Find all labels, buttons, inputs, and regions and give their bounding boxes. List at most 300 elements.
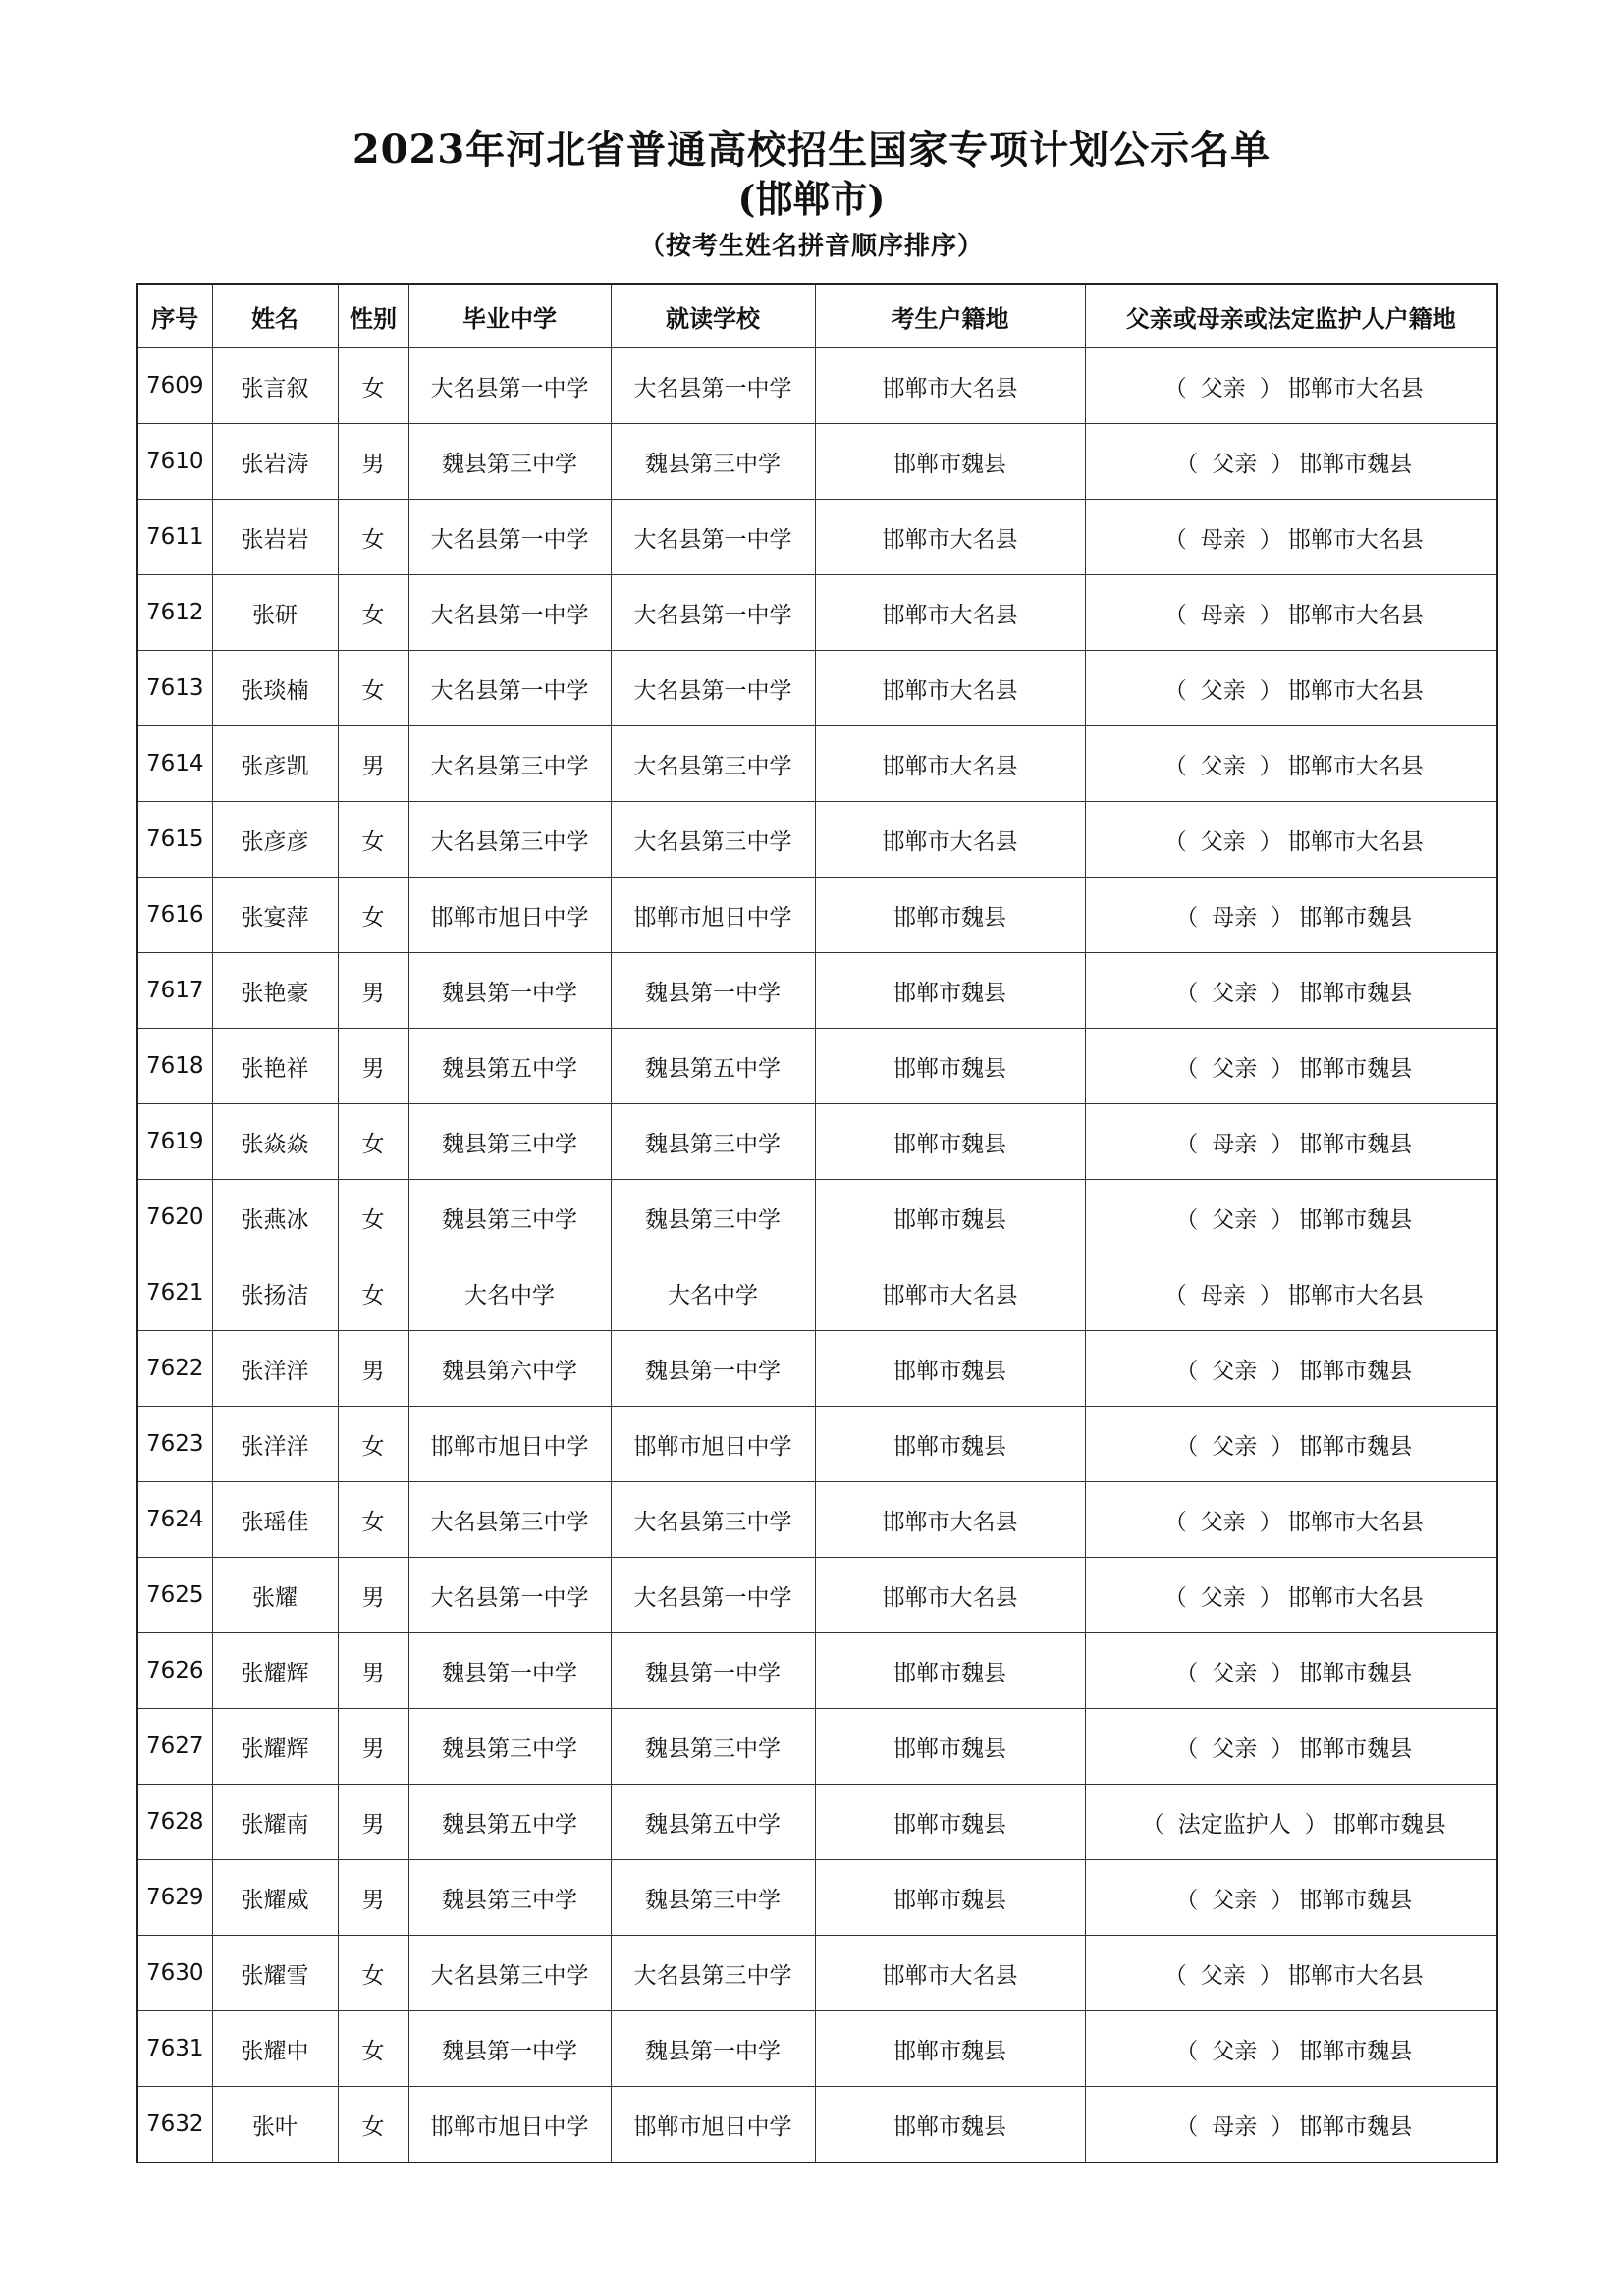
- cell-study-school: 魏县第一中学: [611, 953, 815, 1029]
- cell-name: 张洋洋: [212, 1407, 338, 1482]
- cell-name: 张耀南: [212, 1785, 338, 1860]
- open-paren: （: [1175, 1358, 1199, 1384]
- cell-grad-school: 魏县第三中学: [408, 424, 611, 500]
- guardian-place: 邯郸市大名县: [1287, 677, 1424, 704]
- cell-gender: 女: [338, 1936, 408, 2011]
- cell-name: 张艳豪: [212, 953, 338, 1029]
- close-paren: ）: [1271, 2038, 1294, 2064]
- open-paren: （: [1175, 1660, 1199, 1686]
- table-row: [137, 1709, 1497, 1785]
- guardian-relation: 父亲: [1200, 1584, 1246, 1611]
- cell-seq: 7612: [137, 575, 212, 651]
- guardian-relation: 父亲: [1212, 1887, 1258, 1913]
- guardian-entry: [1159, 1504, 1424, 1536]
- guardian-place: 邯郸市魏县: [1299, 2038, 1413, 2064]
- open-paren: （: [1163, 375, 1187, 401]
- guardian-entry: [1159, 521, 1424, 554]
- guardian-place: 邯郸市魏县: [1299, 1887, 1413, 1913]
- close-paren: ）: [1304, 1811, 1327, 1838]
- guardian-entry: [1169, 1428, 1412, 1461]
- guardian-place: 邯郸市大名县: [1287, 1509, 1424, 1535]
- table-row: [137, 1785, 1497, 1860]
- cell-hukou: 邯郸市大名县: [815, 1936, 1085, 2011]
- cell-hukou: 邯郸市魏县: [815, 1407, 1085, 1482]
- cell-hukou: 邯郸市魏县: [815, 953, 1085, 1029]
- cell-grad-school: 魏县第六中学: [408, 1331, 611, 1407]
- header-name: 姓名: [212, 284, 338, 348]
- cell-hukou: 邯郸市魏县: [815, 1709, 1085, 1785]
- table-row: [137, 1936, 1497, 2011]
- cell-study-school: 大名中学: [611, 1255, 815, 1331]
- cell-guardian-hukou: [1085, 1180, 1497, 1255]
- table-row: [137, 1633, 1497, 1709]
- cell-study-school: 魏县第三中学: [611, 1104, 815, 1180]
- cell-hukou: 邯郸市魏县: [815, 424, 1085, 500]
- cell-gender: 男: [338, 953, 408, 1029]
- guardian-relation: 母亲: [1200, 602, 1246, 628]
- guardian-place: 邯郸市魏县: [1299, 1206, 1413, 1233]
- header-hukou: 考生户籍地: [815, 284, 1085, 348]
- cell-guardian-hukou: [1085, 1709, 1497, 1785]
- cell-hukou: 邯郸市魏县: [815, 1180, 1085, 1255]
- guardian-place: 邯郸市魏县: [1299, 2113, 1413, 2140]
- cell-grad-school: 大名县第三中学: [408, 802, 611, 878]
- cell-hukou: 邯郸市魏县: [815, 1785, 1085, 1860]
- cell-hukou: 邯郸市魏县: [815, 1029, 1085, 1104]
- guardian-relation: 父亲: [1212, 1735, 1258, 1762]
- cell-gender: 男: [338, 1633, 408, 1709]
- guardian-entry: [1169, 1655, 1412, 1687]
- guardian-entry: [1169, 1126, 1412, 1158]
- cell-study-school: 邯郸市旭日中学: [611, 878, 815, 953]
- cell-study-school: 大名县第三中学: [611, 1482, 815, 1558]
- table-row: [137, 726, 1497, 802]
- cell-grad-school: 魏县第三中学: [408, 1860, 611, 1936]
- cell-grad-school: 邯郸市旭日中学: [408, 878, 611, 953]
- cell-name: 张宴萍: [212, 878, 338, 953]
- guardian-place: 邯郸市魏县: [1332, 1811, 1446, 1838]
- cell-hukou: 邯郸市魏县: [815, 1633, 1085, 1709]
- table-row: [137, 1029, 1497, 1104]
- header-gender: 性别: [338, 284, 408, 348]
- cell-name: 张瑶佳: [212, 1482, 338, 1558]
- cell-name: 张彦凯: [212, 726, 338, 802]
- cell-guardian-hukou: [1085, 2011, 1497, 2087]
- cell-seq: 7611: [137, 500, 212, 575]
- cell-name: 张艳祥: [212, 1029, 338, 1104]
- open-paren: （: [1175, 451, 1199, 477]
- guardian-entry: [1169, 1050, 1412, 1083]
- cell-seq: 7629: [137, 1860, 212, 1936]
- cell-gender: 女: [338, 348, 408, 424]
- roster-table: [136, 283, 1498, 2163]
- cell-hukou: 邯郸市魏县: [815, 1104, 1085, 1180]
- guardian-place: 邯郸市魏县: [1299, 1660, 1413, 1686]
- open-paren: （: [1163, 1282, 1187, 1308]
- cell-gender: 女: [338, 2011, 408, 2087]
- table-row: [137, 651, 1497, 726]
- guardian-relation: 父亲: [1212, 451, 1258, 477]
- cell-seq: 7631: [137, 2011, 212, 2087]
- table-row: [137, 500, 1497, 575]
- table-row: [137, 802, 1497, 878]
- cell-guardian-hukou: [1085, 1785, 1497, 1860]
- cell-gender: 男: [338, 726, 408, 802]
- cell-study-school: 大名县第一中学: [611, 1558, 815, 1633]
- table-row: [137, 424, 1497, 500]
- close-paren: ）: [1259, 1962, 1282, 1989]
- cell-guardian-hukou: [1085, 1482, 1497, 1558]
- cell-seq: 7630: [137, 1936, 212, 2011]
- cell-grad-school: 魏县第三中学: [408, 1180, 611, 1255]
- cell-hukou: 邯郸市魏县: [815, 1331, 1085, 1407]
- cell-seq: 7624: [137, 1482, 212, 1558]
- table-row: [137, 2087, 1497, 2163]
- cell-name: 张耀中: [212, 2011, 338, 2087]
- guardian-entry: [1169, 1353, 1412, 1385]
- header-guardian-hukou: 父亲或母亲或法定监护人户籍地: [1085, 284, 1497, 348]
- cell-name: 张耀辉: [212, 1633, 338, 1709]
- cell-seq: 7632: [137, 2087, 212, 2163]
- cell-seq: 7617: [137, 953, 212, 1029]
- guardian-relation: 母亲: [1212, 2113, 1258, 2140]
- cell-guardian-hukou: [1085, 878, 1497, 953]
- cell-guardian-hukou: [1085, 424, 1497, 500]
- cell-guardian-hukou: [1085, 500, 1497, 575]
- guardian-entry: [1136, 1806, 1446, 1839]
- close-paren: ）: [1271, 1887, 1294, 1913]
- cell-guardian-hukou: [1085, 1331, 1497, 1407]
- cell-gender: 女: [338, 1180, 408, 1255]
- cell-name: 张研: [212, 575, 338, 651]
- header-study-school: 就读学校: [611, 284, 815, 348]
- guardian-relation: 父亲: [1212, 1206, 1258, 1233]
- open-paren: （: [1163, 677, 1187, 704]
- cell-study-school: 大名县第三中学: [611, 1936, 815, 2011]
- guardian-entry: [1159, 824, 1424, 856]
- open-paren: （: [1175, 1131, 1199, 1157]
- cell-name: 张岩岩: [212, 500, 338, 575]
- cell-guardian-hukou: [1085, 1936, 1497, 2011]
- table-row: [137, 575, 1497, 651]
- table-row: [137, 953, 1497, 1029]
- cell-hukou: 邯郸市大名县: [815, 1558, 1085, 1633]
- cell-hukou: 邯郸市大名县: [815, 726, 1085, 802]
- cell-name: 张耀: [212, 1558, 338, 1633]
- cell-study-school: 魏县第三中学: [611, 1709, 815, 1785]
- cell-gender: 女: [338, 500, 408, 575]
- close-paren: ）: [1271, 1358, 1294, 1384]
- cell-seq: 7619: [137, 1104, 212, 1180]
- cell-grad-school: 魏县第五中学: [408, 1029, 611, 1104]
- guardian-place: 邯郸市魏县: [1299, 980, 1413, 1006]
- cell-grad-school: 大名县第三中学: [408, 726, 611, 802]
- close-paren: ）: [1259, 1584, 1282, 1611]
- cell-grad-school: 魏县第五中学: [408, 1785, 611, 1860]
- cell-name: 张耀威: [212, 1860, 338, 1936]
- cell-gender: 女: [338, 1104, 408, 1180]
- guardian-relation: 父亲: [1200, 375, 1246, 401]
- cell-name: 张岩涛: [212, 424, 338, 500]
- cell-gender: 女: [338, 802, 408, 878]
- cell-study-school: 大名县第一中学: [611, 348, 815, 424]
- cell-gender: 男: [338, 1558, 408, 1633]
- cell-study-school: 魏县第一中学: [611, 2011, 815, 2087]
- table-row: [137, 1407, 1497, 1482]
- cell-seq: 7627: [137, 1709, 212, 1785]
- cell-seq: 7618: [137, 1029, 212, 1104]
- cell-grad-school: 邯郸市旭日中学: [408, 1407, 611, 1482]
- cell-gender: 女: [338, 1407, 408, 1482]
- cell-grad-school: 魏县第一中学: [408, 953, 611, 1029]
- cell-hukou: 邯郸市大名县: [815, 1255, 1085, 1331]
- guardian-place: 邯郸市魏县: [1299, 1055, 1413, 1082]
- city-subtitle: (邯郸市): [737, 177, 886, 221]
- close-paren: ）: [1271, 1735, 1294, 1762]
- guardian-relation: 父亲: [1200, 828, 1246, 855]
- open-paren: （: [1175, 904, 1199, 931]
- guardian-place: 邯郸市魏县: [1299, 1735, 1413, 1762]
- table-row: [137, 1331, 1497, 1407]
- cell-name: 张言叙: [212, 348, 338, 424]
- guardian-relation: 母亲: [1200, 526, 1246, 553]
- guardian-relation: 父亲: [1212, 1358, 1258, 1384]
- close-paren: ）: [1259, 1282, 1282, 1308]
- sort-note: （按考生姓名拼音顺序排序）: [638, 232, 984, 261]
- open-paren: （: [1175, 1735, 1199, 1762]
- guardian-place: 邯郸市大名县: [1287, 375, 1424, 401]
- guardian-place: 邯郸市魏县: [1299, 1433, 1413, 1460]
- open-paren: （: [1163, 753, 1187, 779]
- cell-study-school: 大名县第一中学: [611, 575, 815, 651]
- cell-seq: 7622: [137, 1331, 212, 1407]
- cell-study-school: 魏县第一中学: [611, 1331, 815, 1407]
- cell-gender: 男: [338, 1331, 408, 1407]
- guardian-relation: 父亲: [1212, 2038, 1258, 2064]
- guardian-entry: [1169, 975, 1412, 1007]
- cell-name: 张彦彦: [212, 802, 338, 878]
- cell-guardian-hukou: [1085, 348, 1497, 424]
- cell-name: 张琰楠: [212, 651, 338, 726]
- cell-gender: 女: [338, 878, 408, 953]
- cell-guardian-hukou: [1085, 802, 1497, 878]
- guardian-entry: [1169, 1731, 1412, 1763]
- close-paren: ）: [1271, 1131, 1294, 1157]
- cell-seq: 7613: [137, 651, 212, 726]
- cell-hukou: 邯郸市魏县: [815, 1860, 1085, 1936]
- guardian-entry: [1169, 899, 1412, 932]
- header-seq: 序号: [137, 284, 212, 348]
- cell-grad-school: 魏县第三中学: [408, 1104, 611, 1180]
- guardian-place: 邯郸市魏县: [1299, 1358, 1413, 1384]
- table-row: [137, 1104, 1497, 1180]
- cell-grad-school: 魏县第三中学: [408, 1709, 611, 1785]
- guardian-place: 邯郸市大名县: [1287, 602, 1424, 628]
- cell-grad-school: 魏县第一中学: [408, 1633, 611, 1709]
- cell-name: 张叶: [212, 2087, 338, 2163]
- cell-study-school: 魏县第三中学: [611, 424, 815, 500]
- guardian-entry: [1159, 748, 1424, 780]
- cell-seq: 7621: [137, 1255, 212, 1331]
- table-row: [137, 2011, 1497, 2087]
- cell-guardian-hukou: [1085, 726, 1497, 802]
- cell-study-school: 魏县第五中学: [611, 1029, 815, 1104]
- open-paren: （: [1175, 1055, 1199, 1082]
- table-row: [137, 1255, 1497, 1331]
- cell-gender: 女: [338, 1255, 408, 1331]
- guardian-entry: [1169, 1882, 1412, 1914]
- close-paren: ）: [1259, 828, 1282, 855]
- open-paren: （: [1175, 1433, 1199, 1460]
- cell-study-school: 魏县第三中学: [611, 1180, 815, 1255]
- cell-hukou: 邯郸市大名县: [815, 348, 1085, 424]
- cell-guardian-hukou: [1085, 1633, 1497, 1709]
- cell-study-school: 邯郸市旭日中学: [611, 2087, 815, 2163]
- cell-guardian-hukou: [1085, 1029, 1497, 1104]
- guardian-relation: 法定监护人: [1177, 1811, 1291, 1838]
- close-paren: ）: [1259, 1509, 1282, 1535]
- cell-seq: 7616: [137, 878, 212, 953]
- cell-hukou: 邯郸市大名县: [815, 575, 1085, 651]
- table-row: [137, 348, 1497, 424]
- cell-hukou: 邯郸市大名县: [815, 1482, 1085, 1558]
- page-title: 2023年河北省普通高校招生国家专项计划公示名单: [352, 127, 1271, 173]
- close-paren: ）: [1259, 526, 1282, 553]
- cell-grad-school: 大名中学: [408, 1255, 611, 1331]
- open-paren: （: [1163, 1509, 1187, 1535]
- cell-gender: 女: [338, 651, 408, 726]
- guardian-place: 邯郸市大名县: [1287, 1282, 1424, 1308]
- open-paren: （: [1163, 828, 1187, 855]
- open-paren: （: [1163, 602, 1187, 628]
- open-paren: （: [1175, 2113, 1199, 2140]
- table-row: [137, 1860, 1497, 1936]
- cell-grad-school: 大名县第一中学: [408, 500, 611, 575]
- cell-name: 张洋洋: [212, 1331, 338, 1407]
- open-paren: （: [1175, 2038, 1199, 2064]
- table-row: [137, 1558, 1497, 1633]
- guardian-place: 邯郸市大名县: [1287, 753, 1424, 779]
- cell-grad-school: 大名县第三中学: [408, 1482, 611, 1558]
- cell-seq: 7610: [137, 424, 212, 500]
- cell-study-school: 大名县第三中学: [611, 802, 815, 878]
- cell-study-school: 大名县第一中学: [611, 651, 815, 726]
- open-paren: （: [1163, 1584, 1187, 1611]
- cell-grad-school: 魏县第一中学: [408, 2011, 611, 2087]
- cell-gender: 男: [338, 1860, 408, 1936]
- cell-hukou: 邯郸市大名县: [815, 802, 1085, 878]
- guardian-place: 邯郸市大名县: [1287, 828, 1424, 855]
- guardian-relation: 母亲: [1200, 1282, 1246, 1308]
- cell-seq: 7615: [137, 802, 212, 878]
- table-header-row: [137, 284, 1497, 348]
- close-paren: ）: [1271, 1055, 1294, 1082]
- cell-guardian-hukou: [1085, 953, 1497, 1029]
- open-paren: （: [1175, 1887, 1199, 1913]
- close-paren: ）: [1271, 451, 1294, 477]
- header-grad-school: 毕业中学: [408, 284, 611, 348]
- table-row: [137, 1180, 1497, 1255]
- cell-seq: 7620: [137, 1180, 212, 1255]
- cell-study-school: 魏县第三中学: [611, 1860, 815, 1936]
- guardian-place: 邯郸市大名县: [1287, 1584, 1424, 1611]
- guardian-relation: 父亲: [1212, 1660, 1258, 1686]
- close-paren: ）: [1259, 677, 1282, 704]
- cell-guardian-hukou: [1085, 1860, 1497, 1936]
- cell-study-school: 大名县第一中学: [611, 500, 815, 575]
- open-paren: （: [1163, 1962, 1187, 1989]
- cell-name: 张耀雪: [212, 1936, 338, 2011]
- cell-gender: 女: [338, 575, 408, 651]
- close-paren: ）: [1259, 375, 1282, 401]
- guardian-relation: 父亲: [1212, 1055, 1258, 1082]
- close-paren: ）: [1271, 1433, 1294, 1460]
- guardian-relation: 父亲: [1200, 677, 1246, 704]
- guardian-entry: [1169, 446, 1412, 478]
- guardian-entry: [1169, 1201, 1412, 1234]
- roster-body: [137, 348, 1497, 2163]
- cell-guardian-hukou: [1085, 651, 1497, 726]
- cell-guardian-hukou: [1085, 575, 1497, 651]
- guardian-entry: [1159, 370, 1424, 402]
- guardian-relation: 父亲: [1200, 1509, 1246, 1535]
- guardian-entry: [1159, 1277, 1424, 1309]
- cell-gender: 男: [338, 1709, 408, 1785]
- cell-grad-school: 大名县第一中学: [408, 575, 611, 651]
- cell-seq: 7625: [137, 1558, 212, 1633]
- open-paren: （: [1175, 980, 1199, 1006]
- guardian-relation: 父亲: [1200, 1962, 1246, 1989]
- cell-seq: 7614: [137, 726, 212, 802]
- cell-name: 张燕冰: [212, 1180, 338, 1255]
- cell-hukou: 邯郸市魏县: [815, 878, 1085, 953]
- cell-guardian-hukou: [1085, 1407, 1497, 1482]
- cell-hukou: 邯郸市魏县: [815, 2011, 1085, 2087]
- table-row: [137, 878, 1497, 953]
- cell-name: 张焱焱: [212, 1104, 338, 1180]
- guardian-entry: [1169, 2033, 1412, 2065]
- guardian-place: 邯郸市大名县: [1287, 1962, 1424, 1989]
- cell-study-school: 魏县第五中学: [611, 1785, 815, 1860]
- guardian-place: 邯郸市魏县: [1299, 904, 1413, 931]
- close-paren: ）: [1271, 980, 1294, 1006]
- guardian-place: 邯郸市魏县: [1299, 451, 1413, 477]
- cell-grad-school: 大名县第三中学: [408, 1936, 611, 2011]
- cell-hukou: 邯郸市大名县: [815, 651, 1085, 726]
- cell-seq: 7626: [137, 1633, 212, 1709]
- cell-gender: 男: [338, 424, 408, 500]
- close-paren: ）: [1271, 1206, 1294, 1233]
- cell-seq: 7609: [137, 348, 212, 424]
- cell-guardian-hukou: [1085, 2087, 1497, 2163]
- cell-gender: 男: [338, 1029, 408, 1104]
- guardian-entry: [1169, 2109, 1412, 2141]
- cell-grad-school: 大名县第一中学: [408, 1558, 611, 1633]
- cell-grad-school: 大名县第一中学: [408, 651, 611, 726]
- cell-gender: 女: [338, 1482, 408, 1558]
- cell-study-school: 大名县第三中学: [611, 726, 815, 802]
- open-paren: （: [1175, 1206, 1199, 1233]
- cell-guardian-hukou: [1085, 1255, 1497, 1331]
- cell-hukou: 邯郸市魏县: [815, 2087, 1085, 2163]
- guardian-relation: 父亲: [1212, 980, 1258, 1006]
- guardian-relation: 母亲: [1212, 1131, 1258, 1157]
- cell-grad-school: 邯郸市旭日中学: [408, 2087, 611, 2163]
- cell-seq: 7623: [137, 1407, 212, 1482]
- open-paren: （: [1141, 1811, 1164, 1838]
- cell-guardian-hukou: [1085, 1558, 1497, 1633]
- guardian-entry: [1159, 672, 1424, 705]
